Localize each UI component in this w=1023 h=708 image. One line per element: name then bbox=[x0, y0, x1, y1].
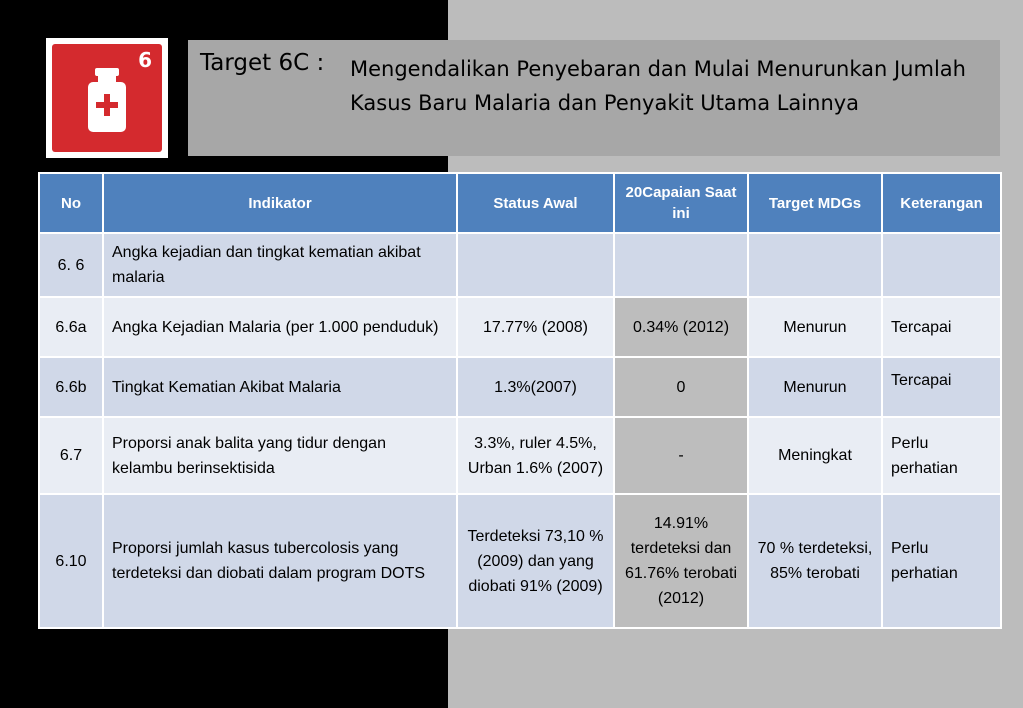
cell-no: 6.7 bbox=[39, 417, 103, 494]
cell-capaian: 0.34% (2012) bbox=[614, 297, 748, 357]
mdg-goal-logo bbox=[46, 38, 168, 158]
target-title: Mengendalikan Penyebaran dan Mulai Menurunkan Jumlah Kasus Baru Malaria dan Penyakit Utama Lainnya bbox=[350, 57, 966, 115]
cell-capaian: 14.91% terdeteksi dan 61.76% terobati (2012) bbox=[614, 494, 748, 628]
cell-status-awal: 3.3%, ruler 4.5%, Urban 1.6% (2007) bbox=[457, 417, 614, 494]
cell-keterangan bbox=[882, 233, 1001, 297]
header-status-awal: Status Awal bbox=[457, 173, 614, 233]
header-capaian: 20Capaian Saat ini bbox=[614, 173, 748, 233]
target-label: Target 6C : bbox=[200, 50, 325, 76]
cell-no: 6.10 bbox=[39, 494, 103, 628]
cell-target bbox=[748, 233, 882, 297]
cell-keterangan: Tercapai bbox=[882, 357, 1001, 417]
table-header-row bbox=[39, 173, 1001, 233]
cell-capaian bbox=[614, 233, 748, 297]
title-banner bbox=[188, 40, 1000, 156]
cell-status-awal: 1.3%(2007) bbox=[457, 357, 614, 417]
table-row bbox=[39, 417, 1001, 494]
table-row bbox=[39, 494, 1001, 628]
cell-no: 6. 6 bbox=[39, 233, 103, 297]
cell-target: Menurun bbox=[748, 357, 882, 417]
cell-keterangan: Perlu perhatian bbox=[882, 417, 1001, 494]
cell-no: 6.6b bbox=[39, 357, 103, 417]
cell-capaian: - bbox=[614, 417, 748, 494]
header-no: No bbox=[39, 173, 103, 233]
indicator-table bbox=[38, 172, 1002, 629]
table-row bbox=[39, 357, 1001, 417]
mdg-goal-badge bbox=[52, 44, 162, 152]
cell-capaian: 0 bbox=[614, 357, 748, 417]
cell-target: Menurun bbox=[748, 297, 882, 357]
cell-indikator: Angka kejadian dan tingkat kematian akibat malaria bbox=[103, 233, 457, 297]
cell-indikator: Proporsi anak balita yang tidur dengan kelambu berinsektisida bbox=[103, 417, 457, 494]
header-indikator: Indikator bbox=[103, 173, 457, 233]
cell-keterangan: Tercapai bbox=[882, 297, 1001, 357]
cell-status-awal: 17.77% (2008) bbox=[457, 297, 614, 357]
cell-status-awal: Terdeteksi 73,10 %(2009) dan yang diobati 91% (2009) bbox=[457, 494, 614, 628]
cell-status-awal bbox=[457, 233, 614, 297]
goal-number: 6 bbox=[138, 48, 152, 72]
cell-target: 70 % terdeteksi, 85% terobati bbox=[748, 494, 882, 628]
cell-indikator: Proporsi jumlah kasus tubercolosis yang terdeteksi dan diobati dalam program DOTS bbox=[103, 494, 457, 628]
cell-indikator: Angka Kejadian Malaria (per 1.000 penduduk) bbox=[103, 297, 457, 357]
header-target: Target MDGs bbox=[748, 173, 882, 233]
table-row bbox=[39, 233, 1001, 297]
cell-no: 6.6a bbox=[39, 297, 103, 357]
table-row bbox=[39, 297, 1001, 357]
header-keterangan: Keterangan bbox=[882, 173, 1001, 233]
cell-target: Meningkat bbox=[748, 417, 882, 494]
cell-indikator: Tingkat Kematian Akibat Malaria bbox=[103, 357, 457, 417]
cell-keterangan: Perlu perhatian bbox=[882, 494, 1001, 628]
medicine-bottle-icon bbox=[82, 68, 132, 134]
